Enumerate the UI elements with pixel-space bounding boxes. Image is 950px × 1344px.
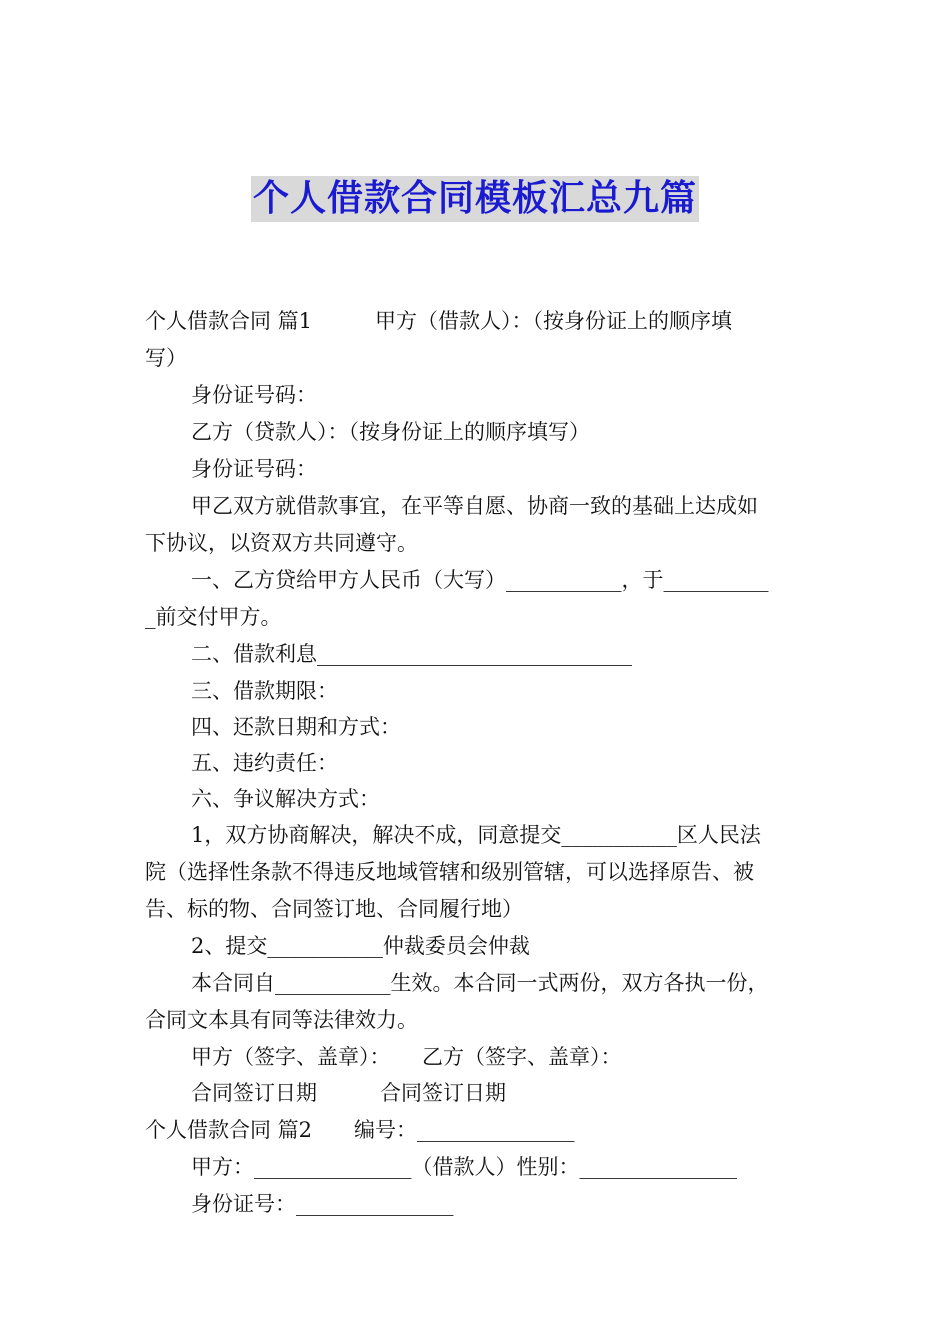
contract-heading-1: 个人借款合同 篇1 甲方（借款人）：（按身份证上的顺序填 — [145, 309, 733, 333]
paragraph-line: 院（选择性条款不得违反地域管辖和级别管辖，可以选择原告、被 — [145, 860, 754, 884]
paragraph-line: 合同文本具有同等法律效力。 — [145, 1008, 418, 1032]
paragraph-line: 二、借款利息______________________________ — [191, 642, 632, 666]
paragraph-line: 本合同自___________生效。本合同一式两份，双方各执一份， — [191, 971, 769, 995]
paragraph-line: 2、提交___________仲裁委员会仲裁 — [191, 934, 530, 958]
signing-date-line: 合同签订日期 合同签订日期 — [191, 1081, 506, 1105]
paragraph-line: 甲方：_______________（借款人）性别：_______________ — [191, 1155, 737, 1179]
paragraph-line: 下协议，以资双方共同遵守。 — [145, 531, 418, 555]
paragraph-line: 乙方（贷款人）：（按身份证上的顺序填写） — [191, 420, 590, 444]
paragraph-line: 五、违约责任： — [191, 751, 338, 775]
paragraph-line: _前交付甲方。 — [145, 605, 282, 629]
paragraph-line: 告、标的物、合同签订地、合同履行地） — [145, 897, 523, 921]
paragraph-line: 甲乙双方就借款事宜，在平等自愿、协商一致的基础上达成如 — [191, 494, 758, 518]
paragraph-line: 三、借款期限： — [191, 679, 338, 703]
document-title: 个人借款合同模板汇总九篇 — [251, 176, 699, 222]
paragraph-line: 身份证号码： — [191, 457, 317, 481]
paragraph-line: 六、争议解决方式： — [191, 787, 380, 811]
paragraph-line: 身份证号：_______________ — [191, 1192, 454, 1216]
paragraph-line: 四、还款日期和方式： — [191, 715, 401, 739]
paragraph-line: 写） — [145, 346, 187, 370]
contract-heading-2: 个人借款合同 篇2 编号：_______________ — [145, 1118, 575, 1142]
signature-line: 甲方（签字、盖章）： 乙方（签字、盖章）： — [191, 1045, 622, 1069]
paragraph-line: 1，双方协商解决，解决不成，同意提交___________区人民法 — [191, 823, 761, 847]
paragraph-line: 一、乙方贷给甲方人民币（大写）___________，于__________ — [191, 568, 769, 592]
title-container — [0, 176, 950, 222]
paragraph-line: 身份证号码： — [191, 383, 317, 407]
